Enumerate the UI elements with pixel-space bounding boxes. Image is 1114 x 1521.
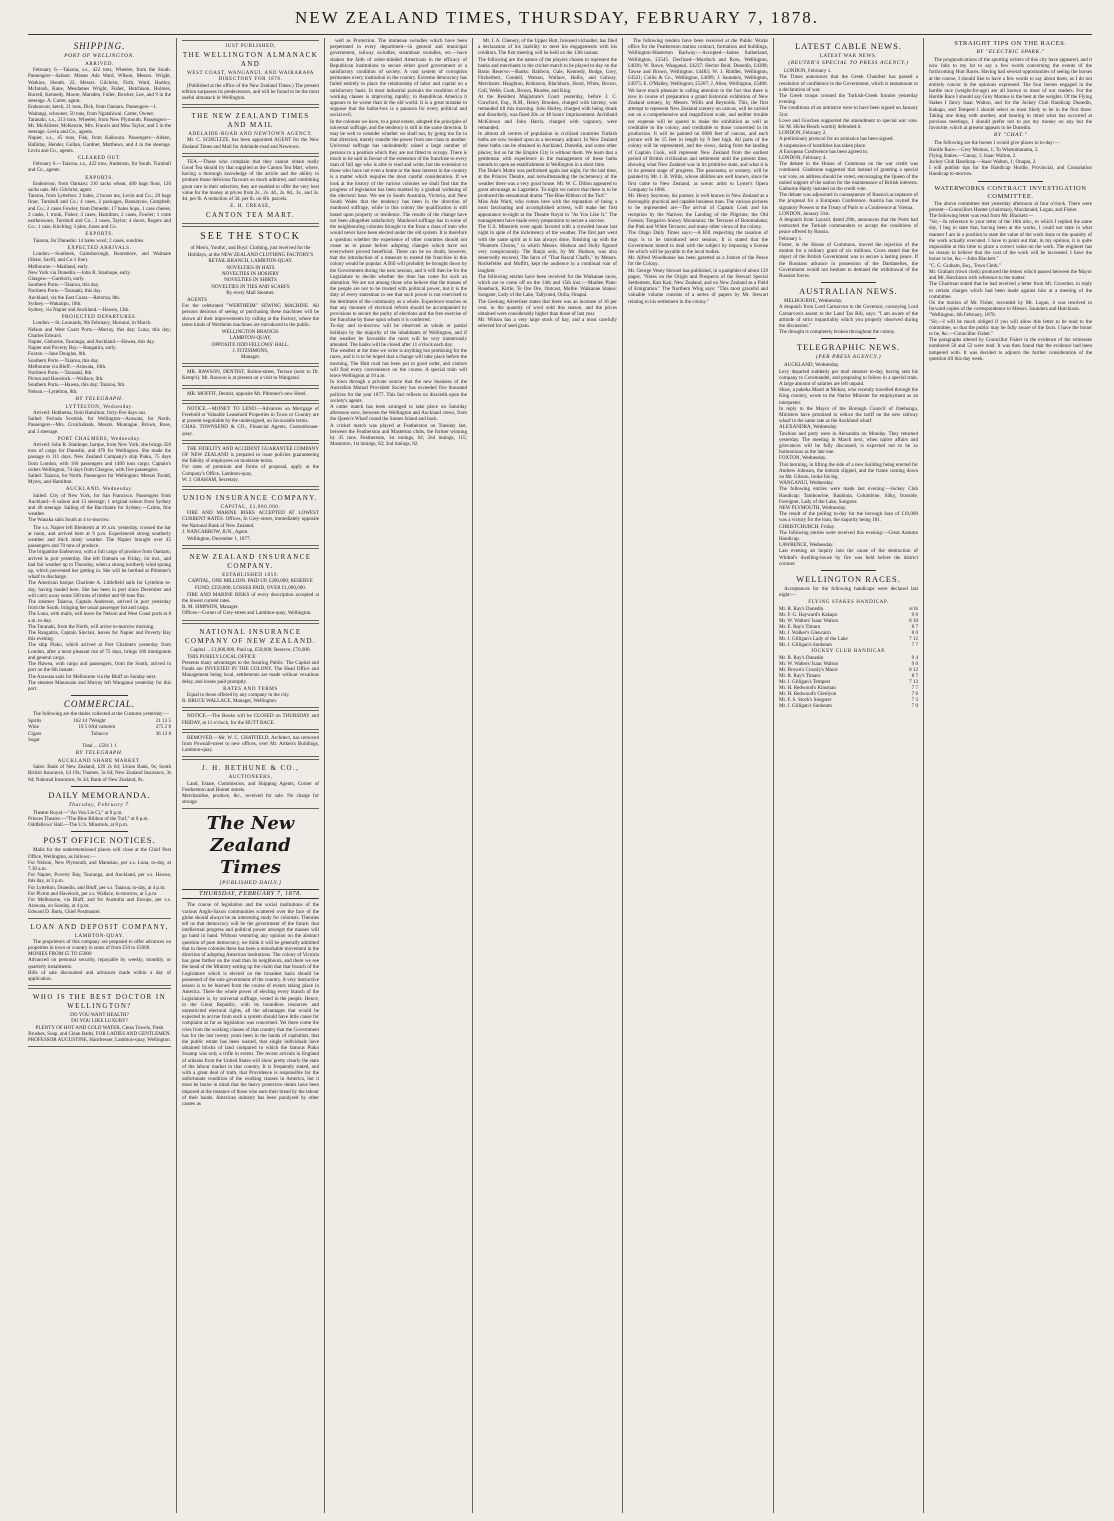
duties-row-cell: 36 13 8 [155,730,171,737]
tips-byline: BY "ELECTRIC SPARK." [976,49,1045,55]
bethune-sub: AUCTIONEERS, [228,774,273,781]
exports-text: Endeavour, from Oamaru: 210 sacks wheat, 400 bags flour, 120 sacks oats. Mr. Gilchrist, agent. Taiaroa, from Lyttelton: 2 bales, 2 boxes tea, Levin and Co.; 20 bags flour, Turnbull and Co.; 4 cases, 2 packages, Bannatyne, Campbell; and Co.; 2 cases Fowler, from Dunedin: 17 bales hops, 1 case cheese, 2 casks, 1 trunk, Fisher; 3 cases, Hamilton; 2 cases, Fowler; 1 crate earthenware, Turnbull and Co.; 3 cases, Taylor; 4 doors, Rogers and Co.; 1 case, Kitching; 3 pkts, Jones and Co. [28,180,171,231]
races-intro: Acceptances for the following handicaps were declared last night:— [779,586,918,599]
times-agency-ad [182,107,319,154]
flying-stakes-row-cell: Mr. J. Gilligan's Sunbeam [779,642,832,649]
jockey-club-row-cell: 8 12 [909,666,918,673]
flying-stakes-row-cell: Mr. J. Gilligan's Lady of the Lake [779,636,848,643]
jockey-club-table [779,655,918,710]
loan-ad-title: LOAN AND DEPOSIT COMPANY, [30,922,169,931]
telegraphic-news-heading: TELEGRAPHIC NEWS. [796,342,901,353]
jockey-club-row-cell: Mr. Brown's Crossly's Maori [779,666,838,673]
expected-heading: EXPECTED ARRIVALS. [67,244,132,251]
masthead-title: NEW ZEALAND TIMES, THURSDAY, FEBRUARY 7, 1878. [295,8,819,27]
war-news-source: (REUTER'S SPECIAL TO PRESS AGENCY.) [788,60,909,67]
memoranda-date: Thursday, February 7. [68,801,131,808]
duties-table [28,718,171,742]
jockey-club-row [779,703,918,709]
divider [71,831,128,832]
flying-stakes-row-cell: 8 0 [911,630,918,637]
column-editorial-continued [324,38,472,1513]
jockey-club-row-cell: Mr. R. Ray's Dunedin [779,654,824,661]
arrived-text: February 6.—Taiaroa, s.s., 422 tons, Wheeler, from the South. Passengers—Saloon: Misses Ada Ward, Wilson, Messrs. Wright, Watkins, Sheath. 22; Messrs. Gilchrist, Firth, Ward, Hartley, McIntosh, Kane, Mesdames Wright, Fisher, Hutchison, Holmes, Burrell, Kennedy, Moore, Marsden, Fuller, Bowker, Lee, and 9 in the steerage. A. Carter, agent. Endeavour, ketch, 21 tons, Dick, from Oamaru. Passengers—1. Waitangi, schooner, 50 tons, from Ngatahiwai. Carter, Owner. Taranaki, s.s., 213 tons, Wheeler, from New Plymouth. Passengers—Mr. McAllister, McKenzie, Mrs. Francis and Miss Taylor, and 5 in the steerage. Levin and Co., agents. Napier, s.s., 45 tons, Fisk, from Kaikoura. Passengers—Aitken, Halliday, Hender, Gollan, Gardner, Matthews, and 4 in the steerage. Levin and Co., agents. [28,67,171,154]
lyttelton-text: Arrived: Hobbema, from Hamilton; forty-five days out. Sailed: Ferinda Scottish, for Wellington—Arawata, for North. Passengers—Mrs. Cruickshank, Messrs. Montague, Brown, Rose, and 3 steerage. [28,409,171,435]
telegraph-heading: BY TELEGRAPH. [75,395,124,402]
fidelity-ad [182,443,319,487]
war-news-text: LONDON, February 1. The Times announces that the Greek Chamber has passed a resolution of confidence in the Government, which is tantamount to a declaration of war. The Greek troops crossed the Turkish-Greek frontier yesterday evening. The conditions of an armistice were to have been signed on January 31st. Lowe and Goschen supported the amendment to special war vote. Sir M. Hicks-Beach warmly defended it. LONDON, February 2. A preliminary protocol for an armistice has been signed. A suspension of hostilities has taken place. A European Conference has been agreed to. LONDON, February 4. The debate in the House of Commons on the war credit was continued. Gladstone suggested that instead of granting a special war vote, an address should be voted, encouraging the Queen of the united support of the nation for the maintenance of British interests. Gathorne Hardy insisted on the credit vote. The debate was adjourned in consequence of Russia's acceptance of the proposal for a European Conference. Austria has invited the signatory Powers to the Treaty of Paris to a Conference at Vienna. LONDON, January 31st. A despatch from Layard, dated 29th, announces that the Porte had instructed the Turkish commanders to accept the conditions of peace offered by Russia. February 1. Foster, in the House of Commons, moved the rejection of the motion for a military grant of six millions. Cross stated that the object of the British Government was to secure a lasting peace. If the Russians advance in possession of the Dardanelles, the Government would not hesitate to demand the withdrawal of the Russian forces. [779,68,918,279]
exports2-heading: EXPORTS. [85,231,114,238]
newspaper-title: The New Zealand Times [206,813,295,879]
tea-ad [182,156,319,225]
jockey-club-row-cell: Mr. W. Walters' Isaac Walton [779,660,839,667]
jockey-club-row-cell: 8 7 [911,672,918,679]
national-insurance-title: NATIONAL INSURANCE COMPANY OF NEW ZEALAND. [184,627,317,645]
national-insurance-text: THIS PURELY LOCAL OFFICE Presents many advantages to the Insuring Public. The Capital and Funds are INVESTED IN THE COLONY. The Head Office and Management being local, settlements are made without vexatious delay, and losses paid promptly. [182,653,319,685]
dentist-ad-2 [182,388,319,401]
dentist-ad-rawson: MR. RAWSON, DENTIST, Bolton-street, Terrace (next to Dr. Kemp's). Mr. Rawson is at present on a visit to Wanganui. [182,369,319,382]
union-insurance-ad [182,489,319,546]
duties-row-cell: Spirits [28,718,42,725]
australian-news-text: MELBOURNE, Wednesday. A despatch from Lord Carnarvon to the Governor, conveying Lord Carnarvon's assent to the Land Tax Bill, says: "I am aware of the attitude of strict impartiality which you properly observed during the discussion." The drought is completely broken throughout the colony. [779,298,918,336]
flying-stakes-row-cell: 8 10 [909,617,918,624]
telegraph-heading-2: BY TELEGRAPH. [75,749,124,756]
jockey-club-row-cell: Mr. J. Gilligan's Tempest [779,678,830,685]
flying-stakes-row-cell: Mr. R. Ray's Dunedin [779,605,824,612]
nz-insurance-text: FIRE AND MARINE RISKS of every description accepted at the lowest current rates. R. M. SIMPSON, Manager. Offices—Corner of Grey-street and Lambton-quay, Wellington. [182,591,319,617]
tips-text: The prognostications of the sporting writers of this city have appeared, and it now falls to my lot to say a few words concerning the events of the forthcoming Hutt Races. Having had several opportunities of seeing the horses at the course, I should like to have a few words to say about them, as I do not entirely concur in the opinions expressed. The four horses engaged in the hurdle race (weight-for-age) are all known to most of our readers. For the Hurdle Race I should say Grey Momus is the best at the weights. Of the Flying Stakes I fancy Isaac Walton, and for the Jockey Club Handicap Dunedin, Kakapo, and Tempest I should select as most likely to be in the first three. Taking one thing with another, and bearing in mind what has occurred at previous meetings, I should prefer not to put my money on any but the favourite, which at present appears to be Dunedin. [929,57,1092,132]
clothing-ad-novelties: NOVELTIES IN HATS NOVELTIES IN HOSIERY NOVELTIES IN SHIRTS NOVELTIES IN TIES AND SCARFS By every Mail Steamer. [211,265,290,296]
union-insurance-text: FIRE AND MARINE RISKS ACCEPTED AT LOWEST CURRENT RATES. Offices, In Grey-street, immediately opposite the National Bank of New Zealand. J. NANCARROW, JUN., Agent. [182,510,319,535]
exports2-text: Taiaroa, for Dunedin: 14 bales wool; 2 cases, sundries. [33,237,145,244]
newspaper-dateline: THURSDAY, FEBRUARY 7, 1878. [182,889,319,899]
almanac-ad-head: JUST PUBLISHED, [224,43,277,49]
architect-removed-ad [182,732,319,758]
flying-stakes-row-cell: Mr. E. Ray's Timaru [779,623,821,630]
cleared-heading: CLEARED OUT. [77,155,122,162]
flying-stakes-heading: FLYING STAKES HANDICAP. [808,599,889,606]
architect-removed-text: REMOVED.—Mr. W. C. CHATFIELD, Architect, has removed from Pownall-street to new offices, over Mr. Aitken's Buildings, Lambton-quay. [182,734,319,754]
divider [978,181,1043,182]
jockey-club-row-cell: 7 6 [911,691,918,698]
duties-row-cell: Sugar [28,736,40,743]
masthead-rule [28,34,1092,35]
jockey-club-row-cell: 9 4 [911,654,918,661]
races-heading: WELLINGTON RACES. [796,574,901,585]
duties-row-cell: 275 2 8 [155,724,171,731]
column-local-news-2 [622,38,773,1513]
duties-row-cell: Ad valorem [91,724,116,731]
jockey-club-row-cell: 7 3 [911,697,918,704]
tea-ad-mart: CANTON TEA MART. [205,211,296,220]
tips-heading: STRAIGHT TIPS ON THE RACES. [954,40,1067,47]
bethune-text: Land, Estate, Commission, and Shipping Agents, Corner of Featherston and Hunter streets. Merchandise, produce, &c., received for sale. No charge for storage. [182,780,319,806]
duties-row-cell: 19 5 0 [78,724,92,731]
doctor-ad [28,988,171,1047]
newspaper-published-daily: [PUBLISHED DAILY.] [219,880,282,887]
duties-row-cell: Wine [28,724,39,731]
clothing-ad-branch: WELLINGTON BRANCH: LAMBTON-QUAY, OPPOSITE ODD FELLOWS' HALL. J. FITZSIMONS, Manager. [211,329,290,360]
tea-ad-text: TEA.—Those who complain that they cannot obtain really Good Tea should try that supplied at the Canton Tea Mart, where, having a thorough knowledge of the article and the ability to produce those delicious flavours so much admired, and combining great care in their selection, they are enabled to offer the very best value for the money at prices from 2s., 2s. 4d., 2s. 8d., 3s., and 3s. 4d. per lb. A reduction of 3d. per lb. on 6lb. parcels. [182,158,319,203]
flying-stakes-row-cell: 8 7 [911,623,918,630]
flying-stakes-row-cell: 9 0 [911,611,918,618]
nz-insurance-established: ESTABLISHED 1859. [222,572,279,579]
chat-text: The following are the horses I would give places to to-day:— Hurdle Race.—Grey Momus, 1; To Whetumarama, 2. Flying Stakes.—Ganay, 1; Isaac Walton, 2. Jockey Club Handicap.—Isaac Walton, 1; Onapai, 2. I will publish tips for the Handicap Hurdle, Provincial, and Consolation Handicap to-morrow. [929,140,1092,178]
flying-stakes-row-cell: Mr. F. G. Hayward's Kakapo [779,611,838,618]
nz-insurance-title: NEW ZEALAND INSURANCE COMPANY. [189,553,312,571]
duties-row-cell: Weight [91,718,106,725]
jockey-club-row-cell: Mr. J. Gilligan's Sunbeam [779,703,832,710]
divider [71,695,128,696]
union-insurance-title: UNION INSURANCE COMPANY. [183,493,318,502]
port-line: PORT OF WELLINGTON. [64,53,135,59]
column-shipping [28,38,176,1513]
duties-row-cell: 21 13 5 [155,718,171,725]
chat-byline: BY "CHAT." [993,132,1028,139]
bethune-ad [182,759,319,809]
duties-row-cell: 162 14 7 [73,718,92,725]
money-lend-ad [182,403,319,441]
shipping-heading: SHIPPING. [73,41,126,51]
divider [821,570,877,571]
loan-ad [28,918,171,987]
almanac-ad [182,40,319,105]
times-agency-sub: ADELAIDE-ROAD AND NEWTOWN AGENCY. [188,131,313,138]
doctor-ad-title: WHO IS THE BEST DOCTOR IN WELLINGTON? [32,993,167,1011]
nz-insurance-capital: CAPITAL, ONE MILLION. PAID UP, £200,000; RESERVE FUND, £250,000; LOSSES PAID, OVER £1,000,000. [188,578,313,591]
shipping-news-text: The s.s. Napier left Blenheim at 10 a.m. yesterday, crossed the bar at noon, and arrived here at 9 p.m. Experienced strong southerly weather and thick misty weather. The Napier brought over 45 passengers and 70 tons of produce. The brigantine Endeavour, with a full cargo of produce from Oamaru, arrived in port yesterday. She left Oamaru on Friday, 1st inst., and had fair weather up to Thursday, when a strong northerly wind sprang up, which prevented her getting in. She will be berthed at Plimmer's wharf to discharge. The American barque Charlotte A. Littlefield sails for Lyttelton to-day, having loaded here. She has been in port since December and will carry away some 500 tons of timber and 60 tons flax. The steamer Taiaroa, Captain Anderson, arrived in port yesterday from the South, bringing her usual passenger list and cargo. The Luna, with mails, will leave for Nelson and West Coast ports at 8 a.m. to-day. The Taranaki, from the North, will arrive to-morrow morning. The Rangatira, Captain Sinclair, leaves for Napier and Poverty Bay this evening. The ship Piako, which arrived at Port Chalmers yesterday from London, after a most pleasant run of 75 days, brings 160 immigrants and general cargo. The Hawea, with cargo and passengers, from the South, arrived in port on the 6th instant. The Arawata sails for Melbourne via the Bluff on Sunday next. The steamer Manawatu and Murray left Wanganui yesterday for this port. [28,524,171,692]
bethune-title: J. H. BETHUNE & CO., [201,764,300,773]
auckland-text: Sailed: City of New York, for San Francisco. Passengers from Auckland—6 saloon and 13 steerage; 1 original saloon from Sydney and 40 steerage. Sailing of the Bacchante for Sydney.—Calms, fine weather. The Wanaka sails South at 4 to-morrow. [28,492,171,524]
post-office-text: Mails for the undermentioned places will close at the Chief Post Office, Wellington, as follows:— For Nelson, New Plymouth, and Manukau, per s.s. Luna, to-day, at 7.30 a.m. For Napier, Poverty Bay, Tauranga, and Auckland, per s.s. Hawea, this day, at 3 p.m. For Lyttelton, Dunedin, and Bluff, per s.s. Taiaroa, to-day, at 4 p.m. For Picton and Havelock, per s.s. Wallace, to-morrow, at 5 p.m. For Melbourne, via Bluff, and for Australia and Europe, per s.s. Arawata, on Sunday, at 4 p.m. Edward D. Butts, Chief Postmaster. [28,847,171,916]
clothing-ad [182,226,319,364]
jockey-club-row-cell: 7 0 [911,703,918,710]
local-news-text: Mr. J. A. Chenery, of the Upper Hutt, licensed victualler, has filed a declaration of his inability to meet his engagements with his creditors. The first meeting will be held on the 13th instant. The following are the names of the players chosen to represent the banks and merchants in the cricket match to be played to-day on the Basin Reserve:—Banks: Baldwin, Gale, Kennedy, Budge, Grey, Fitzherbert, Cundell, Watson, Wallace, Hollis, and Galway. Merchants: Haughton, Robinson, Blackburn, Hood, White, Brown, Coll, Webb, Cook, Brown, Rhodes, and King. At the Resident Magistrate's Court yesterday, before J. C. Crawford, Esq., R.M., Henry Brookes, charged with larceny, was remanded till this morning. John Hurley, charged with being drunk and disorderly, was fined 20s. or 48 hours' imprisonment. Archibald McKinnon and John Harris, charged with vagrancy, were remanded. In almost all centres of population in civilized countries Turkish baths are now looked upon as a necessary adjunct. In New Zealand these baths can be obtained in Auckland, Dunedin, and some other places; but so far the Empire City is without them. We learn that a gentleman with experience in the management of these baths intends to open an establishment in Wellington in a short time. The Duke's Motto was performed again last night, for the last time, at the Princes Theatre, and notwithstanding the inclemency of the weather there was a very good house. Mr. W. C. Dillon appeared to great advantage as Lagardere. To-night we notice that there is to be produced the sensational drama "The Blue Ribbon of the Turf." Miss Ada Ward, who comes here with the reputation of being a most fascinating and accomplished actress, will make her first appearance to-night at the Theatre Royal in "As You Like It." The management have made every preparation to secure a success. The U.S. Minstrels were again favored with a crowded house last night in spite of the inclemency of the weather. The first part went with the same spirit as it has always done, finishing up with the "Phantom Chorus," in which Messrs. Hudson and Holly figured very conspicuously. The Banjo solo, by Mr. Hudson, was also deservedly encored. The farce of "That Rascal Chaffs," by Messrs. Rockefeller and Moffitt, kept the audience in a continual roar of laughter. The following entries have been received for the Waikanae races, which are to come off on the 14th and 15th inst.:—Maiden Plate: Rosebuck, Kirtle, Te Ore Ore, Outcast, Mollie. Waikanae Stakes: Songster, Lady of the Lake, Tallyrand, Onlia, Onapai. The Geelong Advertiser states that there was an increase of 16 per cent. in the quantity of wool sold this season, and the prices obtained were considerably higher than those of last year. Mr. Wilson has a very large stock of hay, and a most carefully selected lot of seed grain. [478,38,617,330]
market-heading: AUCKLAND SHARE MARKET. [57,757,142,764]
lyttelton-dateline: LYTTELTON, Wednesday. [65,403,134,410]
telegraphic-news-text: AUCKLAND, Wednesday. Levy departed suddenly per mail steamer to-day, having sent his company to Coromandel, and proposing to follow in a special train. A large amount of salaries are left unpaid. Shaw, a pakeha Maori at Mokau, who recently travelled through the King country, wrote to the Native Minister for employment as an interpreter. In reply to the Mayor of the Borough Council of Onehunga, Ministers have promised to reduce the tariff on the new railway wharf to the same rate as the Auckland wharf. ALEXANDRA, Wednesday. Tawhiao and party were in Alexandra on Monday. They returned yesterday. The meeting in March next, when native affairs and grievances will be fully discussed, is expected not to be so harmonious as the late one. FOXTON, Wednesday. This morning, in lifting the side of a new building being erected for Andrew Johnson, the bottom slipped, and the frame coming down on Mr. Gibson, broke his leg. WANGANUI, Wednesday. The following entries were made last evening:—Jockey Club Handicap: Tambourine, Bauhinia, Columbine, Silky, Ironside, Foreigner, Lady of the Lake, Songster. NEW PLYMOUTH, Wednesday. The result of the polling to-day for the borough loan of £10,000 was a victory for the loan, the majority being 181. CHRISTCHURCH, Friday. The following entries were received this evening:—Great Autumn Handicap. LAWRENCE, Wednesday. Last evening an inquiry into the cause of the destruction of Whittal's dwelling-house by fire was held before the district coroner. [779,362,918,567]
arrived-heading: ARRIVED. [85,61,114,67]
leading-article: The course of legislation and the social institutions of the various Anglo-Saxon communities scattered over the face of the globe should always be an interesting study for colonists. Theories tell us that democracy will be the government of the future; that intellectual progress and political power amongst the masses will go hand in hand. Without venturing any opinion on the abstract question of pure democracy, we think it will be generally admitted that in these colonies there has been a remarkable movement in the direction of adopting American institutions. The colony of Victoria has gone farther on the road than its neighbours, and there we see the head of the Ministry setting up the claim that that branch of the Legislature which is elected on the broadest basis should be possessed of the sole government of the country. A very instructive lesson is to be learned from the course of events taking place in America. There the whole power of electing every branch of the Legislature is, by universal suffrage, vested in the people. Hence, in the Great Republic, with its boundless resources and unrestricted electoral rights, all the advantages that would be expected to accrue from such a system should have little cause for complaint as far as legislation was concerned. Yet there come the cries from the working classes of that country that the Government has for the last twenty years been in the hands of capitalists, that the public estate has been wasted, that single individuals have obtained blocks of land compared to which the famous Piako Swamp was only a trifle in extent. The recent arrivals in England of artisans from the United States will show pretty clearly the state of the labour market in that country. It is frequently stated, and with a great deal of truth, that Providence is responsible for the unfortunate condition of the working classes in America, but it must be borne in mind that the heavy protective duties have been imposed at the instance of those who earn their bread by the labour of their hands. American industry has been paralysed by other causes as [182,902,319,1107]
doctor-ad-text: DO YOU WANT HEALTH? DO YOU LIKE LUXURY? PLENTY OF HOT AND COLD WATER, Clean Towels, Flesh Brushes, Soap, and Clean Baths, FOR LADIES AND GENTLEMEN. PROFESSOR AUGUSTINE, Hairdresser, Lambton-quay, Wellington. [28,1012,171,1043]
clothing-ad-title: SEE THE STOCK [200,231,301,243]
flying-stakes-row-cell: 7 12 [909,636,918,643]
almanac-ad-title: THE WELLINGTON ALMANACK AND [182,51,319,69]
commercial-heading: COMMERCIAL. [63,699,136,710]
auckland-dateline: AUCKLAND, Wednesday. [65,486,134,493]
loan-ad-text: The proprietors of this company are prepared to offer advances on properties in town or country in sums of from £50 to £5000. MONIES FROM £5 TO £5000 Advanced on personal security, repayable by weekly, monthly, or quarterly instalments. Bills of sale discounted and advances made within a day of application. [28,938,171,982]
rates-text: Equal to those offered by any company in the city. R. BRUCE WALLACE, Manager, Wellington. [182,692,290,705]
flying-stakes-row-cell: Mr. W. Walters' Isaac Walton [779,617,839,624]
chalmers-dateline: PORT CHALMERS, Wednesday. [57,435,142,442]
union-insurance-capital: CAPITAL, £1,000,000. [220,503,281,510]
flying-stakes-table [779,606,918,649]
union-insurance-date: Wellington, December 1, 1877. [187,535,251,542]
cable-news-heading: LATEST CABLE NEWS. [795,41,902,51]
departures-heading: PROJECTED DEPARTURES. [61,314,138,321]
war-news-heading: LATEST WAR NEWS. [819,53,878,59]
rates-heading: RATES AND TERMS [223,685,278,692]
almanac-ad-text: (Published at the office of the New Zealand Times.) The present edition surpasses its predecessors, and will be found to be the most useful almanack in Wellington. [182,82,319,102]
times-agency-title: THE NEW ZEALAND TIMES AND MAIL [191,112,310,130]
exports-heading: EXPORTS. [85,174,114,181]
duties-total: Total ... £501 1 1 [82,742,117,749]
local-news-2-text: The following tenders have been received at the Public Works office for the Featherston station contract, formation and buildings, Wellington-Masterton Railway:—Accepted—James Sutherland, Wellington, £3545. Declined—Murdoch and Ross, Wellington, £4026; W. Rowe, Wanganui, £4237; Hector Reid, Dunedin, £4398; Tawse and Brown, Wellington, £4483; W. J. Riddler, Wellington, £4521; Collie & Co., Wellington, £4689; J. Saunders, Wellington, £4975; E. O'Malley, Wellington, £5207; J. Allen, Wellington, £5480. We have much pleasure in calling attention to the fact that there is now in course of preparation a grand historical exhibition of New Zealand scenery, by Messrs. Willis and Reynolds. This, the first attempt to represent New Zealand scenery on canvas, will be carried out on a comprehensive and magnificent scale, and neither trouble nor expense will be spared to make the exhibition as well as creditable to the colony, and creditable to those concerned in its production. It will be painted on 6000 feet of canvas, and each picture will be 15 feet in length by 9 feet high. All parts of the colony will be represented, and the views, dating from the landing of Captain Cook, will represent New Zealand from the earliest period of British civilisation and settlement until the present time, showing what New Zealand was in its primitive state, and what it is in its present stage of progress. The panorama, or scenery, will be painted by Mr. J. B. Willis, whose abilities are well known, since he first came to New Zealand, as scenic artist to Lyster's Opera Company in 1868. Mr. Henry Seymour, his partner, is well known in New Zealand as a thoroughly practical and capable business man. The various pictures to be represented are—The arrival of Captain Cook and his reception by the Natives; the Landing of the Pilgrims; the Old Forests; Tongariro Snowy Mountains; the Terraces of Rotomahana; the Pink and White Terraces; and many other views of the colony. The Otago Daily Times says:—A Bill respecting the taxation of dogs is to be introduced next session. It is stated that the Government intend to deal with the subject by imposing a license fee which will be payable to the local bodies. Mr. Alfred Woodhouse has been gazetted as a Justice of the Peace for the Colony. Mr. George Vesey Stewart has published, in a pamphlet of about 120 pages, "Notes on the Origin and Prospects of the Stewart Special Settlement, Kati Kati, New Zealand, and on New Zealand as a Field of Emigration." The Northern Whig says: "This most graceful and valuable volume consists of a series of papers by Mr. Stewart relating to his settlement in the colony." [628,38,769,305]
flying-stakes-row-cell: Mr. J. Walker's Glencairn [779,630,831,637]
column-local-news [472,38,622,1513]
clothing-ad-agents: AGENTS For the celebrated "WERTHEIM" SEWING MACHINE. All persons desirous of seeing or purchasing these machines will be shown all their improvements by calling at the Factory, where the latest kinds of Wertheim machines are introduced to the public. [182,297,319,328]
waterworks-heading: WATERWORKS CONTRACT INVESTIGATION COMMITTEE. [934,184,1087,200]
jockey-club-row-cell: Mr. H. Redwood's Kinsman [779,684,836,691]
times-agency-text: Mr. C. SCHULTZE, has been appointed AGENT for the New Zealand Times and Mail for Adelaide-road and Newtown. [182,137,319,150]
expected-text: London.—Southesk, Gainsborough, Bearsmore, and Waimate (Shaw, Savill, and Co.'s line). Melbourne.—Maitland, early. New York via Dunedin.—John R. Stanhope, early. Glasgow.—Gareloch, early. Southern Ports.—Taiaroa, this day. Northern Ports.—Taranaki, this day. Auckland, via the East Coast.—Rotorua, 8th. Sydney.—Wakatipu, 10th. Sydney, via Napier and Auckland.—Hawea, 13th. [28,251,171,313]
divider [821,338,877,339]
almanac-ad-sub: WEST COAST, WANGANUI, AND WAIRARAPA DIRECTORY FOR 1878. [186,70,315,83]
departures-text: London.—St. Leonards, 9th February; Hurunui, in March. Nelson and West Coast Ports.—Murray, this day; Luna, this day; Charles Edward. Napier, Gisborne, Tauranga, and Auckland.—Hawea, this day. Napier and Poverty Bay.—Rangatira, early. Foxton.—Jane Douglas, 8th. Southern Ports.—Taiaroa, this day. Melbourne via Bluff.—Arawata, 10th. Northern Ports.—Taranaki, 8th. Picton and Havelock.—Wallace, 9th. Southern Ports.—Hawea, this day; Taiaroa, 9th. Nelson.—Lyttelton, 8th. [28,320,171,395]
jockey-club-row-cell: 9 0 [911,660,918,667]
jockey-club-row-cell: Mr. H. Redwood's Glenlyon [779,691,837,698]
editorial-continued-text: well as Protection. The immense swindles which have been perpetrated in every department—in general and municipal government, railway swindles, steamboat swindles, etc.—have shaken the faith of sober-minded Americans in the efficacy of Republican institutions to secure either good government or a satisfactory condition of society. A vast system of corruption permeates every institution in the country. Extreme democracy has failed entirely to place the relationship of labor and capital on a satisfactory basis. In most industrial pursuits the condition of the working classes is improving rapidly; in Republican America it appears to be worse than in the old world. It is a great mistake to suppose that the ballot-box is a panacea for every political and social evil. In the colonies we have, to a great extent, adopted the principles of universal suffrage, and the tendency is still in the same direction. It may be well to consider whether we shall not, by going too far in that direction, merely transfer the power from one class to another. Universal suffrage has undoubtedly raised a large number of persons to a position which they are not fitted to occupy. There is much to be said in favour of the extension of the franchise to every man of full age who is able to read and write, but the extension to those who have not even a home or the least interest in the country is a matter which requires the most careful consideration. If we look at the history of the various colonies we shall find that the progress of legislation has been marked by a gradual widening of the electoral base. We see in South Australia, Victoria, and New South Wales that the tendency has been in the direction of manhood suffrage, while in this colony the qualification is still based upon property or residence. The results of the change have not been altogether satisfactory. Manhood suffrage has in some of the neighbouring colonies brought to the front a class of men who would never have been elected under the old system. It is therefore a question whether the experience of other countries should not cause us to pause before adopting changes which have not everywhere proved beneficial. There can be no doubt, however, that the introduction of a measure to extend the franchise in this colony would be popular. A Bill will probably be brought down by the Government during the next session, and it will then be for the Legislature to decide whether the time has come for such an alteration. We are not among those who believe that the masses of the people are not to be trusted with political power, but it is the duty of every statesman to see that such power is not exercised to the detriment of the community as a whole. Experience teaches us that any measure of electoral reform should be accompanied by provisions to secure the purity of elections and the free exercise of the franchise by those upon whom it is conferred. To-day and to-morrow will be observed as whole or partial holidays by the majority of the inhabitants of Wellington, and if the weather be favorable the races will be very numerously attended. The banks will be closed after 11 o'clock each day. The weather at the time we write is anything but promising for the races, and it is to be hoped that a change will take place before the morning. The Hutt road has been put in good order, and visitors will find every convenience on the course. A special train will leave Wellington at 10 a.m. In town through a private source that the new business of the Australian Mutual Provident Society has exceeded five thousand policies for the year 1877. This fact reflects no discredit upon the society's agents. A cutter match has been arranged to take place on Saturday afternoon next, between the Wellington and Auckland crews, from the Queen's Wharf round the Somes Island and back. A cricket match was played at Featherston on Tuesday last, between the Featherston and Masterton clubs, the former winning by 35 runs. Featherston, 1st innings, 64; 2nd innings, 115; Masterton, 1st innings, 62; 2nd innings, 82. [330,38,467,448]
money-lend-text: NOTICE.—MONEY TO LEND.—Advances on Mortgage of Freehold or Valuable Leasehold Properties in Town or Country are at present negotiable by the undersigned, on favourable terms. CHAS. TOWNSEND & CO., Financial Agents, Customhouse-quay. [182,405,319,437]
commercial-intro: The following are the duties collected at the Customs yesterday:— [33,711,169,718]
clothing-ad-text: of Men's, Youths', and Boys' Clothing, just received for the Holidays, at the NEW ZEALAND CLOTHING FACTORY'S RETAIL BRANCH, LAMBTON-QUAY. [187,245,314,264]
waterworks-text: The above committee met yesterday afternoon at four o'clock. There were present—Councillors Hunter (chairman), Macdonald, Logan, and Fisher. The following letter was read from Mr. Blackett:— "Sir,—In reference to your letter of the 16th ulto., to which I replied the same day, I beg to state that, having been at the works, I could not state in what manner I am in a position to state the value of the work done or the quantity of the work actually executed. I have to point out that, in my opinion, it is quite impossible at this time to place a correct value on the work. The engineer has no reason to believe that the cost of the work will be increased. I have the honor to be, &c.—John Blackett." "C. G. Graham, Esq., Town Clerk." Mr. Graham (town clerk) produced the letters which passed between the Mayor and Mr. Hutchison with reference to the matter. The Chairman stated that he had received a letter from Mr. Crowther, in reply to certain charges which had been made against him at a meeting of the committee. On the motion of Mr. Fisher, seconded by Mr. Logan, it was resolved to forward copies of the correspondence to Messrs. Saunders and Hutchison. "Wellington, 4th February, 1878. "Sir,—I will be much obliged if you will allow this letter to be read to the committee, so that the public may be fully aware of the facts. I have the honor to be, &c.—Councillor Fisher." The paragraphs altered by Councillor Fisher in the evidence of the witnesses numbered 50 and 52 were read. It was then found that the evidence had been tampered with. It was decided to adjourn the further consideration of the question till this day week. [929,200,1092,362]
memoranda-heading: DAILY MEMORANDA. [48,789,151,800]
divider [71,786,128,787]
column-advertisements [176,38,324,1513]
dentist-ad-moffit: MR. MOFFIT, Dentist, opposite Mr. Plimmer's new Hotel. [187,390,307,397]
chalmers-text: Arrived: John R. Stanhope, barque, from New York; she brings 350 tons of cargo for Dunedin, and 470 for Wellington. She made the passage in 111 days. New Zealand Company's ship Piako, 75 days from London, with 160 passengers and 1400 tons cargo. Captain's orders Wellington, 74 days from Glasgow, with five passengers. Sailed: Taiaroa, for North. Passengers for Wellington: Messrs Toodd, Myers, and Hamilton. [28,441,171,486]
jockey-club-row-cell: 7 13 [909,678,918,685]
tea-ad-signature: E. H. CREASE, [230,203,271,210]
nz-insurance-ad [182,548,319,620]
telegraphic-news-source: (PER PRESS AGENCY.) [815,354,882,361]
duties-row-cell: Cigars [28,730,42,737]
fidelity-text: THE FIDELITY AND ACCIDENT GUARANTEE COMPANY OF NEW ZEALAND is prepared to issue policies guaranteeing the fidelity of employees on moderate terms. For rates of premium and forms of proposal, apply at the Company's Office, Lambton-quay. W. J. GRAHAM, Secretary. [182,445,319,483]
flying-stakes-row-cell: 7 7 [911,642,918,649]
market-text: Sales: Bank of New Zealand, £20 2s 6d; Union Bank, 9s; South British Insurance, £4 19s; Thames, 3s 6d; New Zealand Insurance, 3s 6d; National Insurance, 9s 3d; Bank of New Zealand, 8s. [28,764,173,783]
jockey-club-row-cell: Mr. R. Ray's Timaru [779,672,821,679]
books-closed-text: NOTICE.—The Books will be CLOSED on THURSDAY and FRIDAY, at 11 o'clock, for the HUTT RACE. [182,713,319,726]
column-racing-tips [923,38,1092,1513]
memoranda-text: Theatre Royal.—"Au Von Lie Ci," at 8 p.m. Princes Theatre.—"The Blue Ribbon of the Turf," at 8 p.m. Oddfellows' Hall.—The U.S. Minstrels, at 8 p.m. [28,809,149,829]
duties-row-cell: Tobacco [91,730,109,737]
cleared-text: February 6.—Taiaroa, s.s., 422 tons, Anderson, for South. Turnbull and Co., agents. [28,161,173,174]
jockey-club-row-cell: Mr. F. S. Stock's Songster [779,697,832,704]
flying-stakes-row-cell: st lb [909,605,918,612]
column-cable-news [773,38,923,1513]
jockey-club-heading: JOCKEY CLUB HANDICAP. [810,648,887,655]
loan-ad-sub: LAMBTON-QUAY. [74,932,125,939]
australian-news-heading: AUSTRALIAN NEWS. [799,286,898,297]
post-office-heading: POST OFFICE NOTICES. [43,835,156,846]
national-insurance-ad [182,623,319,709]
divider [821,282,877,283]
national-insurance-capital: Capital ... £1,000,000. Paid up, £50,000; Reserve, £70,000. [190,646,311,653]
books-closed-ad [182,710,319,729]
jockey-club-row-cell: 7 7 [911,684,918,691]
dentist-ad [182,366,319,385]
